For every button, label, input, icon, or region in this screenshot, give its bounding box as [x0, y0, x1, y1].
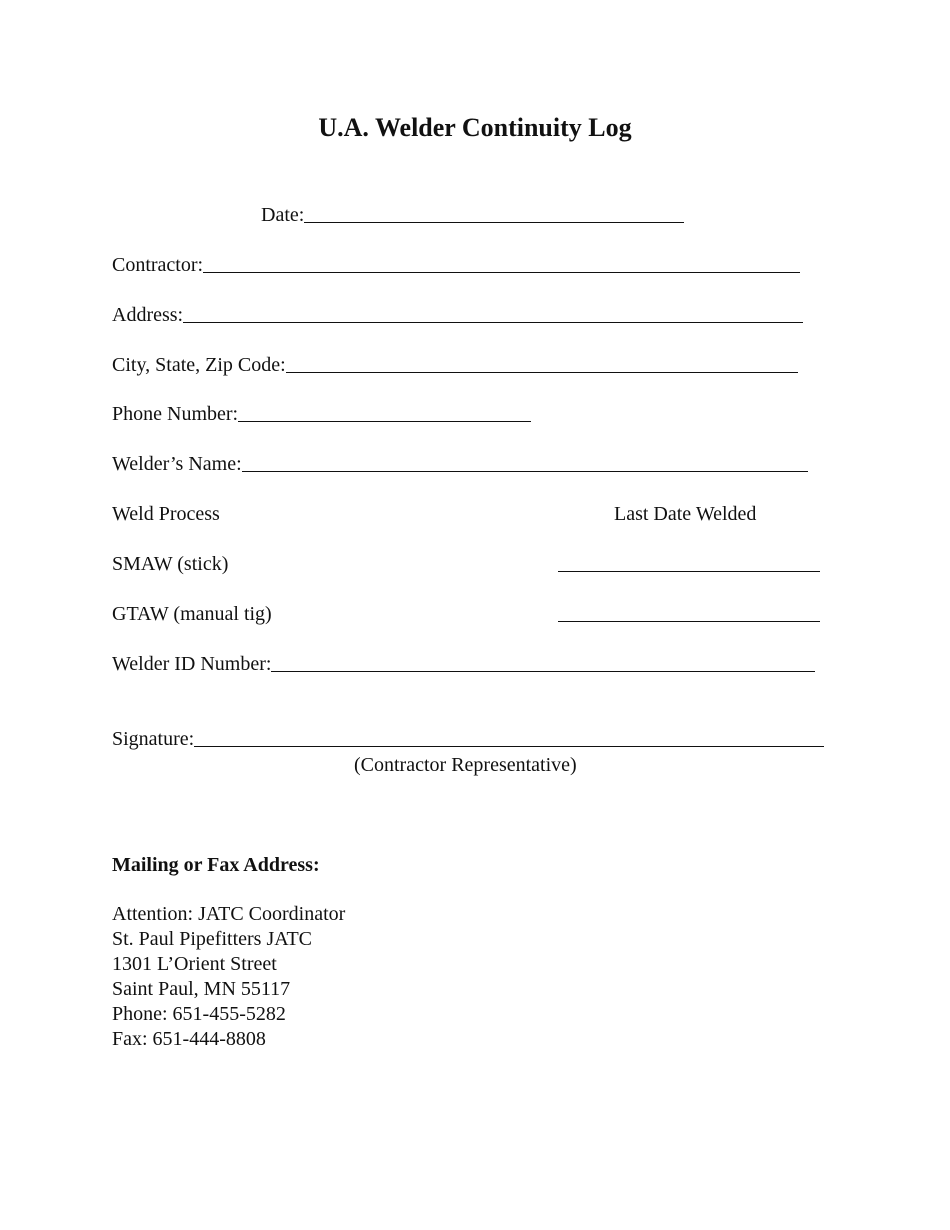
mailing-heading: Mailing or Fax Address: [112, 854, 320, 876]
address-line: 1301 L’Orient Street [112, 953, 277, 975]
address-line: Fax: 651-444-8808 [112, 1028, 266, 1050]
address-line: Saint Paul, MN 55117 [112, 978, 291, 1000]
phone-field[interactable] [238, 421, 531, 422]
city-state-zip-row [112, 352, 798, 378]
address-line: Phone: 651-455-5282 [112, 1003, 286, 1025]
welder-name-label: Welder’s Name: [112, 453, 242, 475]
date-label: Date: [261, 204, 305, 226]
address-field[interactable] [183, 322, 803, 323]
welder-name-field[interactable] [242, 471, 808, 472]
date-field[interactable] [304, 222, 684, 223]
signature-row [112, 726, 824, 752]
weld-process-header: Weld Process [112, 503, 220, 525]
signature-field[interactable] [194, 746, 824, 747]
date-row [261, 202, 684, 228]
mailing-address-block [112, 902, 345, 1052]
gtaw-date-row [558, 601, 820, 627]
smaw-date-row [558, 551, 820, 577]
gtaw-last-date-field[interactable] [558, 621, 820, 622]
city-state-zip-field[interactable] [286, 372, 798, 373]
welder-id-field[interactable] [271, 671, 815, 672]
welder-id-row [112, 651, 815, 677]
last-date-welded-header: Last Date Welded [614, 503, 757, 525]
phone-label: Phone Number: [112, 403, 239, 425]
contractor-label: Contractor: [112, 254, 204, 276]
page-title: U.A. Welder Continuity Log [318, 113, 632, 142]
signature-label: Signature: [112, 728, 195, 750]
smaw-last-date-field[interactable] [558, 571, 820, 572]
weld-process-gtaw: GTAW (manual tig) [112, 603, 272, 625]
address-row [112, 302, 803, 328]
address-line: Attention: JATC Coordinator [112, 903, 346, 925]
welder-name-row [112, 451, 808, 477]
contractor-row [112, 252, 800, 278]
signature-caption: (Contractor Representative) [354, 754, 577, 776]
address-line: St. Paul Pipefitters JATC [112, 928, 313, 950]
welder-id-label: Welder ID Number: [112, 653, 272, 675]
contractor-field[interactable] [203, 272, 800, 273]
address-label: Address: [112, 304, 184, 326]
city-state-zip-label: City, State, Zip Code: [112, 354, 286, 376]
phone-row [112, 401, 531, 427]
weld-process-smaw: SMAW (stick) [112, 553, 229, 575]
